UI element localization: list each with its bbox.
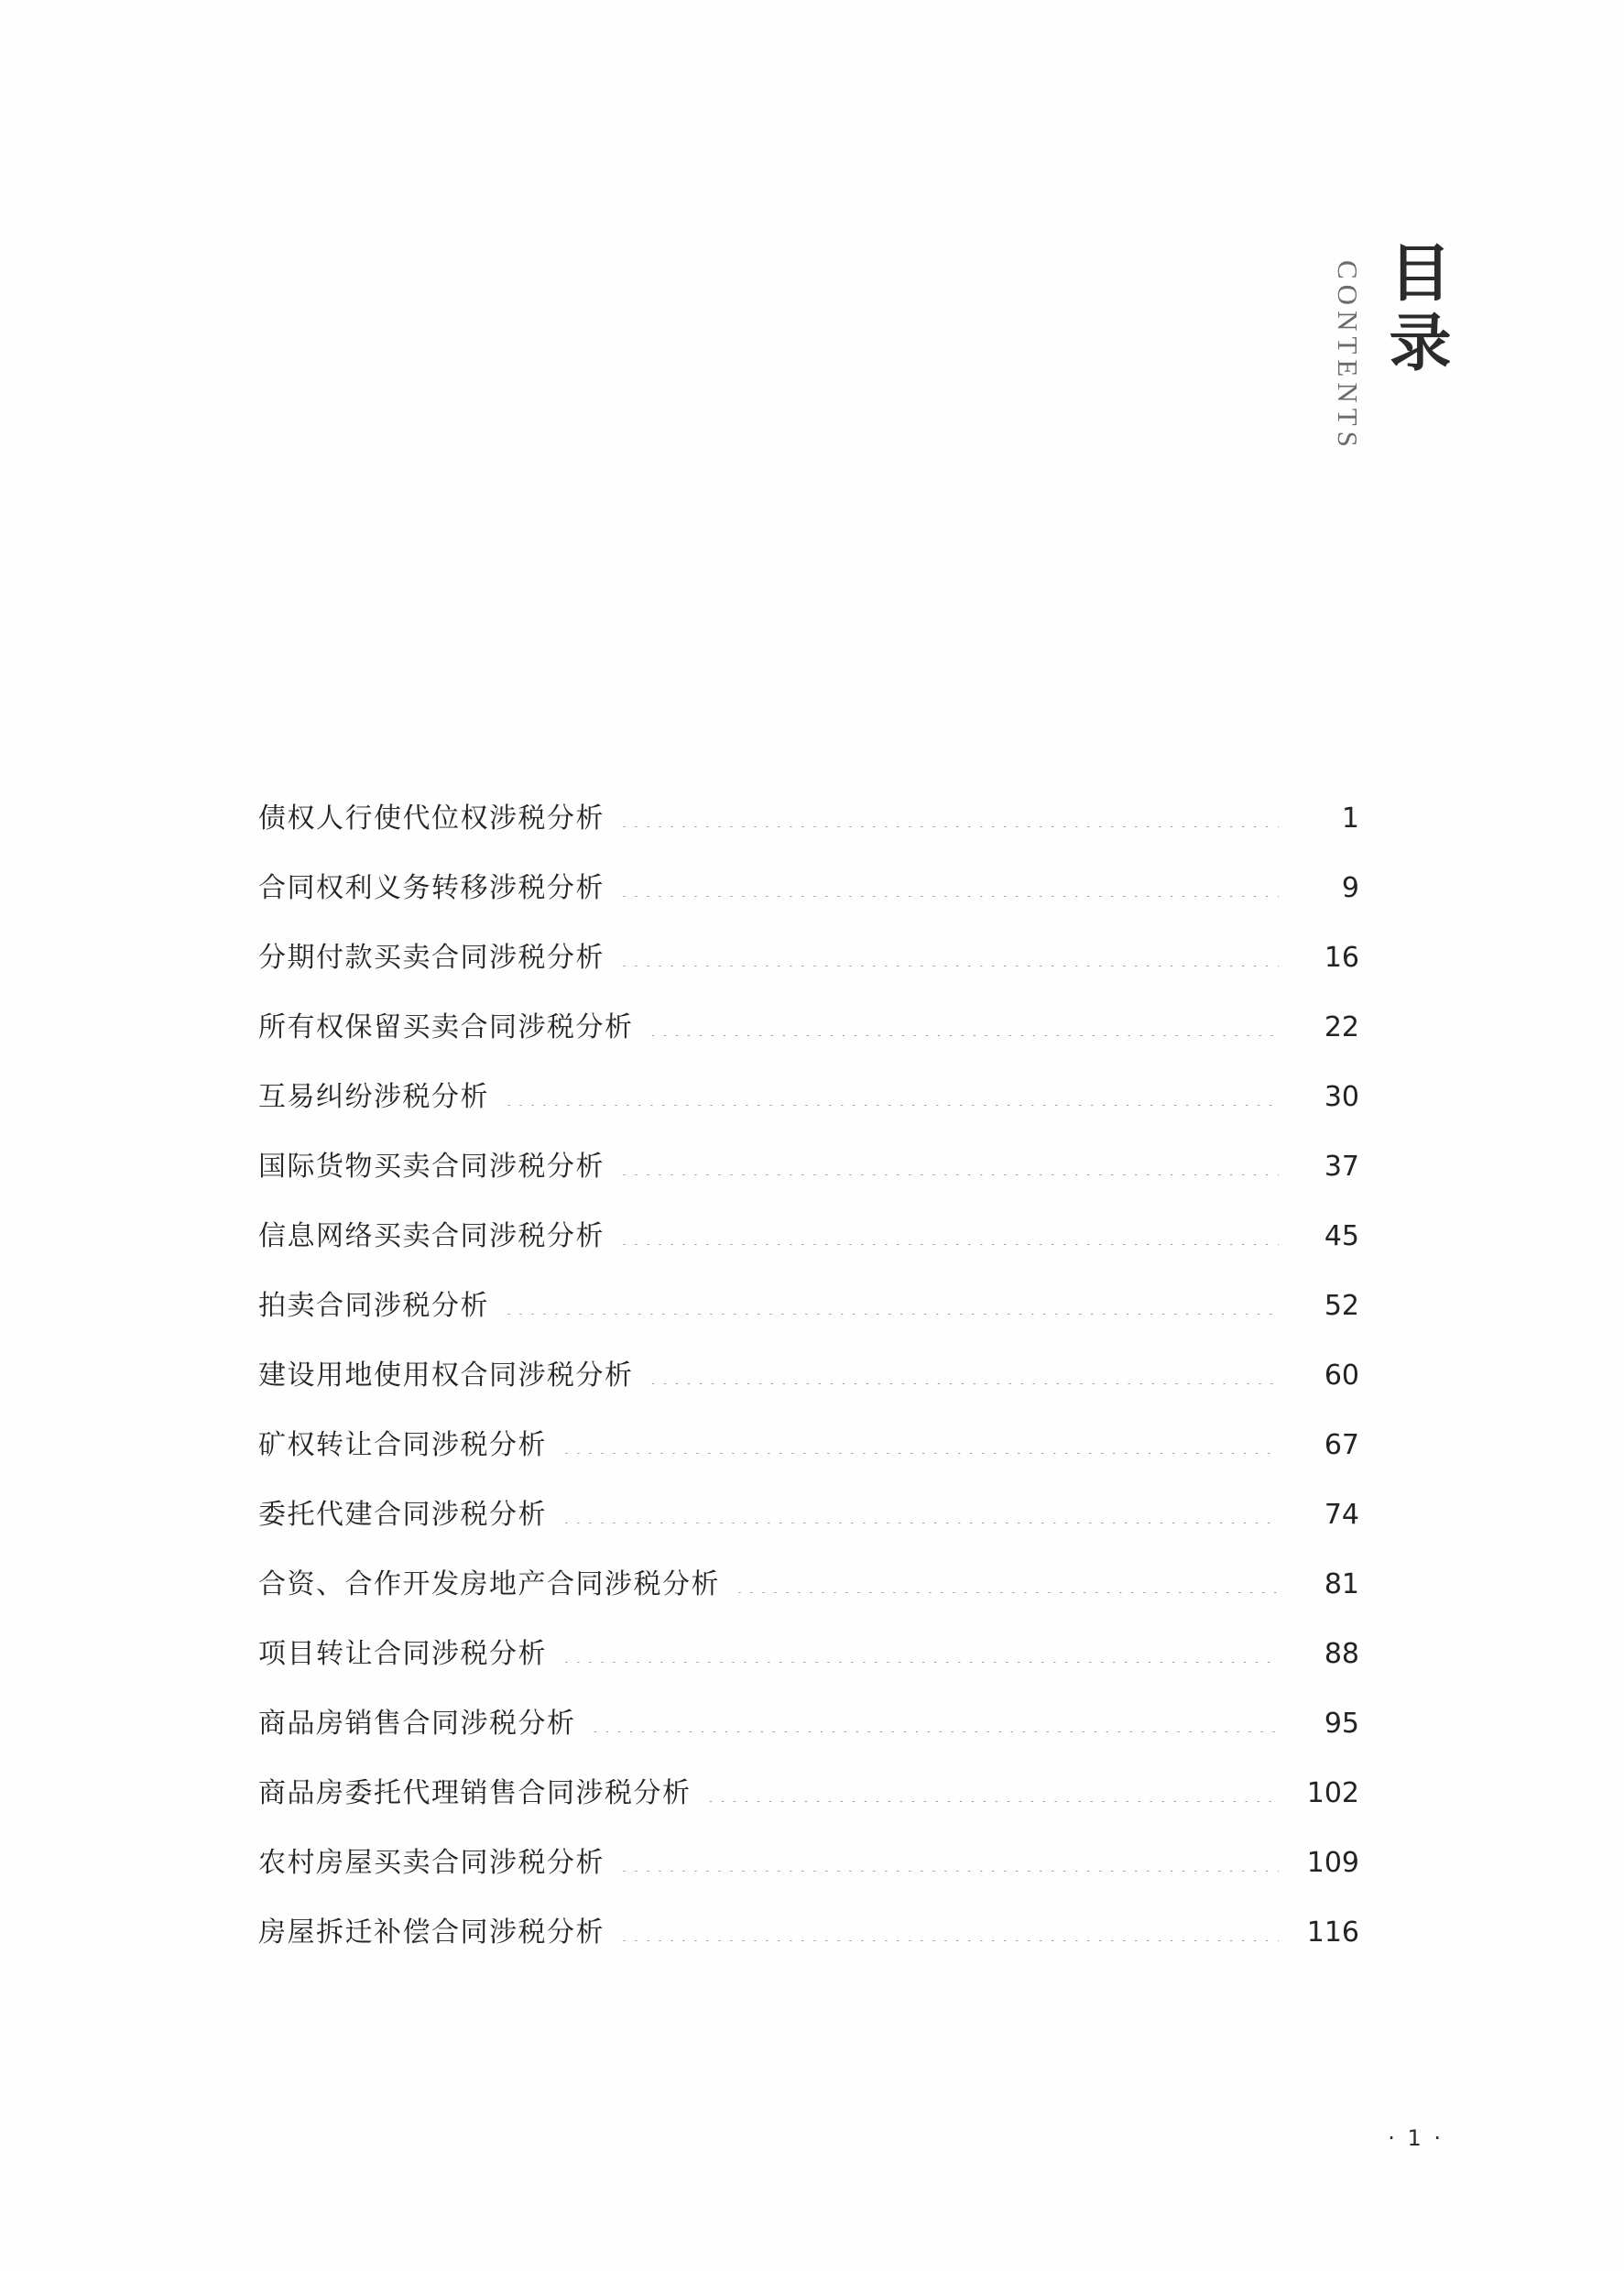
- toc-entry-page: 16: [1324, 942, 1359, 974]
- toc-entry-title: 合同权利义务转移涉税分析: [258, 872, 605, 904]
- list-item[interactable]: [258, 1840, 1359, 1909]
- toc-entry-page: 67: [1324, 1429, 1359, 1461]
- list-item[interactable]: [258, 1561, 1359, 1631]
- dot-leader: [621, 826, 1279, 827]
- dot-leader: [506, 1314, 1279, 1315]
- toc-entry-page: 88: [1324, 1638, 1359, 1670]
- toc-entry-title: 项目转让合同涉税分析: [258, 1638, 547, 1670]
- toc-entry-title: 互易纠纷涉税分析: [258, 1081, 489, 1113]
- list-item[interactable]: [258, 1770, 1359, 1840]
- list-item[interactable]: [258, 1143, 1359, 1213]
- toc-entry-title: 分期付款买卖合同涉税分析: [258, 942, 605, 974]
- page-title: [1331, 240, 1455, 453]
- page-title-english: CONTENTS: [1331, 260, 1364, 453]
- toc-entry-page: 9: [1341, 872, 1359, 904]
- dot-leader: [563, 1662, 1279, 1663]
- dot-leader: [650, 1035, 1280, 1036]
- list-item[interactable]: [258, 1422, 1359, 1491]
- toc-entry-title: 所有权保留买卖合同涉税分析: [258, 1011, 634, 1043]
- dot-leader: [736, 1592, 1279, 1593]
- list-item[interactable]: [258, 1631, 1359, 1700]
- list-item[interactable]: [258, 1283, 1359, 1352]
- dot-leader: [621, 1871, 1279, 1872]
- page-number: · 1 ·: [1388, 2125, 1444, 2151]
- toc-entry-page: 109: [1306, 1847, 1359, 1879]
- toc-entry-title: 商品房销售合同涉税分析: [258, 1708, 576, 1740]
- dot-leader: [621, 1244, 1279, 1245]
- toc-entry-title: 建设用地使用权合同涉税分析: [258, 1359, 634, 1392]
- toc-entry-page: 95: [1324, 1708, 1359, 1740]
- toc-entry-title: 农村房屋买卖合同涉税分析: [258, 1847, 605, 1879]
- list-item[interactable]: [258, 1074, 1359, 1143]
- toc-entry-page: 102: [1306, 1777, 1359, 1809]
- toc-entry-title: 合资、合作开发房地产合同涉税分析: [258, 1568, 720, 1600]
- list-item[interactable]: [258, 934, 1359, 1004]
- toc-entry-title: 拍卖合同涉税分析: [258, 1290, 489, 1322]
- toc-entry-title: 矿权转让合同涉税分析: [258, 1429, 547, 1461]
- list-item[interactable]: [258, 1491, 1359, 1561]
- toc-entry-title: 商品房委托代理销售合同涉税分析: [258, 1777, 692, 1809]
- dot-leader: [506, 1105, 1279, 1106]
- toc-entry-page: 37: [1324, 1151, 1359, 1183]
- dot-leader: [708, 1801, 1280, 1802]
- toc-entry-page: 22: [1324, 1011, 1359, 1043]
- toc-entry-page: 60: [1324, 1359, 1359, 1392]
- dot-leader: [593, 1731, 1280, 1732]
- toc-entry-title: 信息网络买卖合同涉税分析: [258, 1220, 605, 1252]
- toc-entry-page: 30: [1324, 1081, 1359, 1113]
- list-item[interactable]: [258, 1909, 1359, 1979]
- list-item[interactable]: [258, 795, 1359, 865]
- dot-leader: [621, 896, 1279, 897]
- page-title-chinese: 目录: [1379, 240, 1451, 379]
- toc-entry-page: 116: [1306, 1916, 1359, 1949]
- toc-entry-title: 债权人行使代位权涉税分析: [258, 802, 605, 835]
- dot-leader: [563, 1453, 1279, 1454]
- toc-entry-title: 房屋拆迁补偿合同涉税分析: [258, 1916, 605, 1949]
- dot-leader: [621, 1940, 1279, 1941]
- toc-entry-page: 45: [1324, 1220, 1359, 1252]
- dot-leader: [621, 1174, 1279, 1175]
- toc-entry-page: 1: [1341, 802, 1359, 835]
- toc-entry-page: 52: [1324, 1290, 1359, 1322]
- toc-entry-title: 国际货物买卖合同涉税分析: [258, 1151, 605, 1183]
- list-item[interactable]: [258, 1213, 1359, 1283]
- list-item[interactable]: [258, 1700, 1359, 1770]
- list-item[interactable]: [258, 1004, 1359, 1074]
- toc-entry-page: 74: [1324, 1499, 1359, 1531]
- list-item[interactable]: [258, 865, 1359, 934]
- list-item[interactable]: [258, 1352, 1359, 1422]
- toc-entry-title: 委托代建合同涉税分析: [258, 1499, 547, 1531]
- dot-leader: [650, 1383, 1280, 1384]
- table-of-contents: [258, 795, 1359, 1979]
- toc-entry-page: 81: [1324, 1568, 1359, 1600]
